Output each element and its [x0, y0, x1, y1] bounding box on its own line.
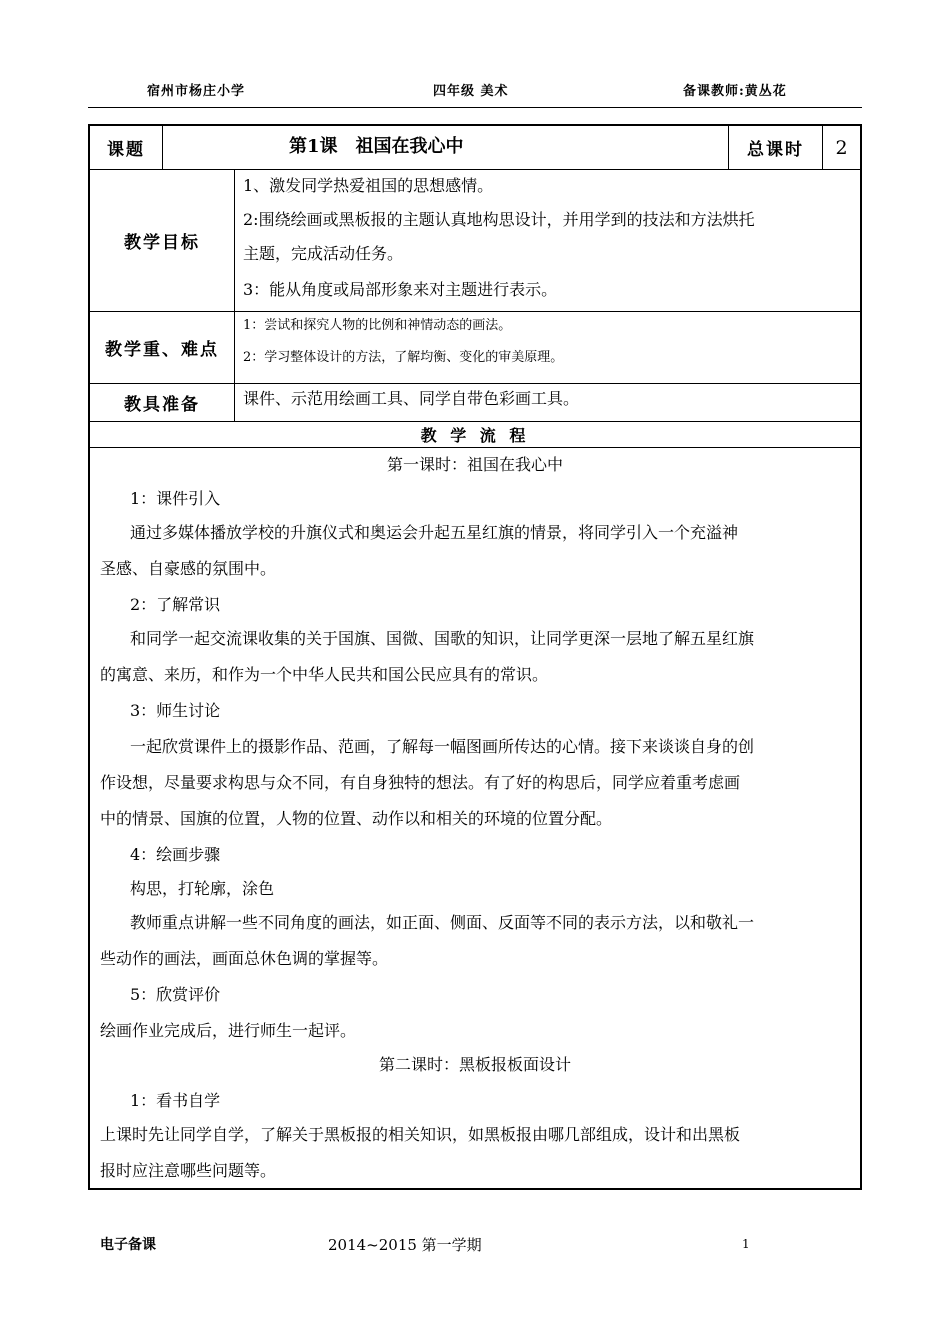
hours-label: 总课时	[728, 126, 822, 169]
paragraph-line: 通过多媒体播放学校的升旗仪式和奥运会升起五星红旗的情景，将同学引入一个充溢神	[130, 523, 739, 542]
title-label: 课题	[107, 140, 145, 160]
paragraph-line: 绘画作业完成后，进行师生一起评。	[100, 1021, 357, 1040]
paragraph-line: 圣感、自豪感的氛围中。	[100, 559, 277, 578]
step-heading: 1：看书自学	[130, 1091, 221, 1110]
title-row	[90, 126, 860, 170]
session-title: 第一课时：祖国在我心中	[386, 455, 563, 474]
paragraph-line: 些动作的画法，画面总休色调的掌握等。	[100, 949, 389, 968]
step-heading: 4：绘画步骤	[130, 845, 221, 864]
hours-value: 2	[822, 126, 860, 169]
objective-line: 主题，完成活动任务。	[243, 244, 404, 263]
paragraph-line: 中的情景、国旗的位置，人物的位置、动作以和相关的环境的位置分配。	[100, 809, 613, 828]
tools-row	[90, 384, 860, 422]
objective-line: 2:围绕绘画或黑板报的主题认真地构思设计，并用学到的技法和方法烘托	[243, 210, 755, 229]
paragraph-line: 和同学一起交流课收集的关于国旗、国微、国歌的知识，让同学更深一层地了解五星红旗	[130, 629, 755, 648]
paragraph-line: 构思，打轮廓，涂色	[130, 879, 275, 898]
key-points-label: 教学重、难点	[105, 340, 219, 360]
flow-content	[90, 448, 860, 1188]
tools-label: 教具准备	[124, 395, 200, 415]
objectives-row	[90, 170, 860, 312]
key-points-row	[90, 312, 860, 384]
objective-line: 3：能从角度或局部形象来对主题进行表示。	[243, 280, 558, 299]
paragraph-line: 报时应注意哪些问题等。	[100, 1161, 277, 1180]
key-point-line: 2：学习整体设计的方法，了解均衡、变化的审美原理。	[243, 350, 564, 365]
key-point-line: 1：尝试和探究人物的比例和神情动态的画法。	[243, 318, 512, 333]
paragraph-line: 上课时先让同学自学，了解关于黑板报的相关知识，如黑板报由哪几部组成，设计和出黑板	[100, 1125, 741, 1144]
tools-content	[234, 384, 860, 421]
footer-term: 2014~2015 第一学期	[328, 1236, 482, 1254]
paragraph-line: 的寓意、来历，和作为一个中华人民共和国公民应具有的常识。	[100, 665, 549, 684]
objectives-label: 教学目标	[124, 233, 200, 253]
paragraph-line: 教师重点讲解一些不同角度的画法，如正面、侧面、反面等不同的表示方法，以和敬礼一	[130, 913, 755, 932]
tools-text: 课件、示范用绘画工具、同学自带色彩画工具。	[243, 389, 580, 408]
teacher-name: 备课教师:黄丛花	[683, 84, 787, 99]
grade-subject: 四年级 美术	[433, 84, 509, 99]
header-rule	[88, 107, 862, 108]
page-number: 1	[742, 1237, 750, 1251]
paragraph-line: 一起欣赏课件上的摄影作品、范画，了解每一幅图画所传达的心情。接下来谈谈自身的创	[130, 737, 755, 756]
objectives-content	[234, 170, 860, 311]
step-heading: 2：了解常识	[130, 595, 221, 614]
session-title: 第二课时：黑板报板面设计	[378, 1055, 571, 1074]
step-heading: 3：师生讨论	[130, 701, 221, 720]
footer-left: 电子备课	[100, 1237, 156, 1253]
step-heading: 5：欣赏评价	[130, 985, 221, 1004]
lesson-title: 第1课 祖国在我心中	[162, 126, 728, 169]
key-points-content	[234, 312, 860, 383]
step-heading: 1：课件引入	[130, 489, 221, 508]
flow-heading: 教 学 流 程	[90, 422, 860, 448]
paragraph-line: 作设想，尽量要求构思与众不同，有自身独特的想法。有了好的构思后，同学应着重考虑画	[100, 773, 741, 792]
objective-line: 1、激发同学热爱祖国的思想感情。	[243, 176, 494, 195]
lesson-plan-table	[88, 124, 862, 1190]
school-name: 宿州市杨庄小学	[147, 84, 246, 99]
